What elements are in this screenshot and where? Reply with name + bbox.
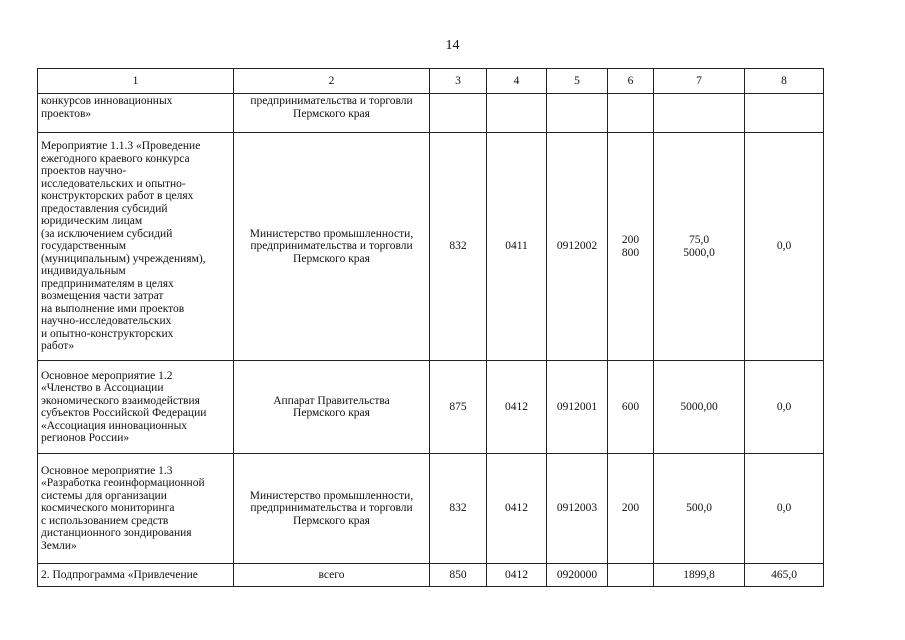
header-cell: 7 xyxy=(654,69,745,94)
table-cell: 600 xyxy=(608,361,654,454)
table-cell: 0912002 xyxy=(547,133,608,361)
table-cell: 0412 xyxy=(487,361,547,454)
activity-name-cell: конкурсов инновационных проектов» xyxy=(38,94,234,133)
table-cell: 850 xyxy=(430,564,487,587)
table-cell: 1899,8 xyxy=(654,564,745,587)
budget-table xyxy=(37,68,824,587)
table-cell: 832 xyxy=(430,454,487,564)
header-cell: 4 xyxy=(487,69,547,94)
executor-cell: Министерство промышленности, предпринимательства и торговли Пермского края xyxy=(234,454,430,564)
table-cell xyxy=(430,94,487,133)
executor-cell: всего xyxy=(234,564,430,587)
table-cell: 465,0 xyxy=(745,564,824,587)
activity-name-cell: Основное мероприятие 1.3 «Разработка геоинформационной системы для организации космического мониторинга с использованием средств дистанционного зондирования Земли» xyxy=(38,454,234,564)
table-cell: 0912001 xyxy=(547,361,608,454)
activity-name-cell: 2. Подпрограмма «Привлечение xyxy=(38,564,234,587)
header-cell: 2 xyxy=(234,69,430,94)
table-cell xyxy=(654,94,745,133)
table-cell: 0412 xyxy=(487,454,547,564)
activity-name-cell: Основное мероприятие 1.2 «Членство в Ассоциации экономического взаимодействия субъектов Российской Федерации «Ассоциация инновационных регионов России» xyxy=(38,361,234,454)
header-cell: 8 xyxy=(745,69,824,94)
table-cell: 5000,00 xyxy=(654,361,745,454)
table-cell: 0920000 xyxy=(547,564,608,587)
page-number: 14 xyxy=(445,38,460,53)
table-cell xyxy=(487,94,547,133)
table-cell: 0,0 xyxy=(745,133,824,361)
table-row xyxy=(38,361,824,454)
table-cell: 0412 xyxy=(487,564,547,587)
header-row xyxy=(38,69,824,94)
table-cell: 500,0 xyxy=(654,454,745,564)
activity-name-cell: Мероприятие 1.1.3 «Проведение ежегодного краевого конкурса проектов научно- исследовательских и опытно- конструкторских работ в целях предоставления субсидий юридическим лицам (за исключением субсидий государственным (муниципальным) учреждениям), индивидуальным предпринимателям в целях возмещения части затрат на выполнение ими проектов научно-исследовательских и опытно-конструкторских работ» xyxy=(38,133,234,361)
table-cell: 0411 xyxy=(487,133,547,361)
executor-cell: Аппарат Правительства Пермского края xyxy=(234,361,430,454)
table-cell: 875 xyxy=(430,361,487,454)
table-row xyxy=(38,454,824,564)
table-cell xyxy=(547,94,608,133)
table-cell xyxy=(608,94,654,133)
table-cell: 200 xyxy=(608,454,654,564)
table-cell: 0,0 xyxy=(745,454,824,564)
table-cell: 200 800 xyxy=(608,133,654,361)
header-cell: 1 xyxy=(38,69,234,94)
table-cell: 832 xyxy=(430,133,487,361)
header-cell: 6 xyxy=(608,69,654,94)
table-row xyxy=(38,94,824,133)
executor-cell: Министерство промышленности, предпринимательства и торговли Пермского края xyxy=(234,133,430,361)
table-cell: 0912003 xyxy=(547,454,608,564)
table-cell xyxy=(608,564,654,587)
header-cell: 3 xyxy=(430,69,487,94)
table-cell: 75,0 5000,0 xyxy=(654,133,745,361)
executor-cell: предпринимательства и торговли Пермского края xyxy=(234,94,430,133)
table-row xyxy=(38,133,824,361)
table-cell: 0,0 xyxy=(745,361,824,454)
table-row xyxy=(38,564,824,587)
header-cell: 5 xyxy=(547,69,608,94)
table-cell xyxy=(745,94,824,133)
